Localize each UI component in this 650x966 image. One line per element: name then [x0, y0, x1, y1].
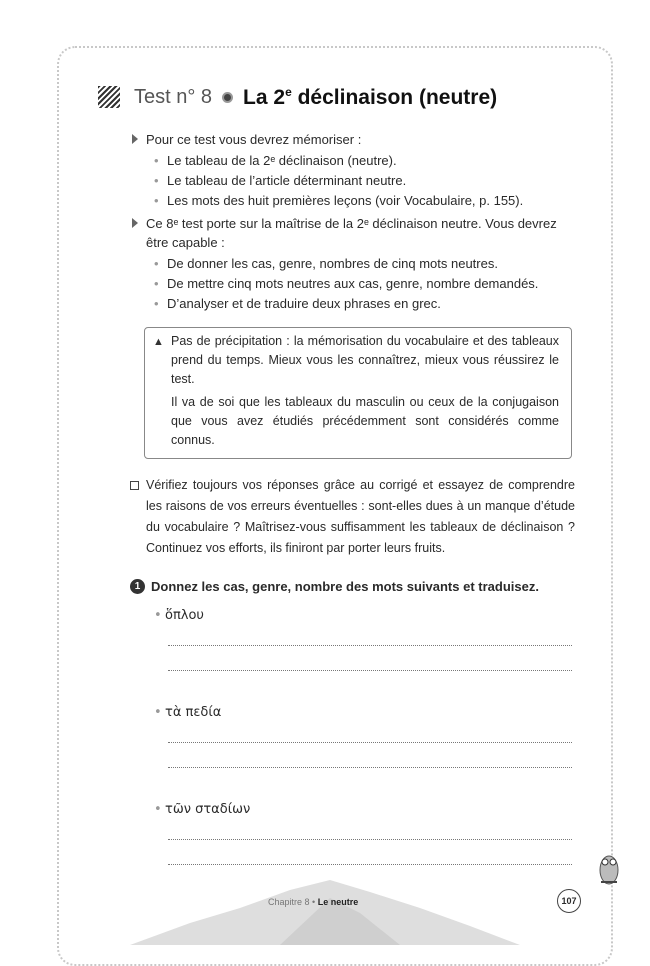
skills-lead: Ce 8ᵉ test porte sur la maîtrise de la 2ᵉ déclinaison neutre. Vous devrez être capable :	[146, 216, 557, 250]
answer-line[interactable]	[168, 819, 572, 840]
exercise-number-badge: 1	[130, 579, 145, 594]
answer-line[interactable]	[168, 646, 572, 671]
warning-icon: ▲	[153, 336, 164, 348]
intro-section	[130, 130, 575, 210]
answer-line[interactable]	[168, 743, 572, 768]
answer-line[interactable]	[168, 625, 572, 646]
greek-word: • ὅπλου	[154, 606, 575, 625]
page-number: 107	[557, 889, 581, 913]
exercise-heading	[130, 577, 575, 596]
bullet-circle-icon	[222, 92, 233, 103]
footer-chapter: Chapitre 8 • Le neutre	[268, 897, 359, 907]
triangle-bullet-icon	[132, 218, 138, 228]
page-title: La 2e déclinaison (neutre)	[243, 84, 498, 109]
exercise-instruction: Donnez les cas, genre, nombre des mots suivants et traduisez.	[151, 579, 539, 594]
list-item: • D’analyser et de traduire deux phrases en grec.	[154, 294, 575, 313]
warning-paragraph: Il va de soi que les tableaux du masculin ou ceux de la conjugaison que vous avez étudiés précédemment sont considérés comme connus.	[171, 395, 559, 447]
test-header	[98, 82, 497, 112]
mountain-illustration	[130, 878, 520, 945]
test-label: Test n° 8	[134, 85, 213, 108]
checkbox-icon	[130, 481, 139, 490]
answer-line[interactable]	[168, 722, 572, 743]
answer-line[interactable]	[168, 840, 572, 865]
skills-list	[146, 254, 575, 313]
warning-paragraph: Pas de précipitation : la mémorisation du vocabulaire et des tableaux prend du temps. Mieux vous les connaîtrez, mieux vous réussirez le test.	[171, 334, 559, 386]
advice-text: Vérifiez toujours vos réponses grâce au corrigé et essayez de comprendre les raisons de vos erreurs éventuelles : sont-elles dues à un manque d’étude du vocabulaire ? Maîtrisez-vous suffisamment les tableaux de déclinaison ? Continuez vos efforts, ils finiront par porter leurs fruits.	[146, 478, 575, 555]
hatch-icon	[98, 86, 120, 108]
greek-word: • τῶν σταδίων	[154, 800, 575, 819]
skills-section	[130, 214, 575, 313]
intro-lead: Pour ce test vous devrez mémoriser :	[146, 132, 362, 147]
owl-icon	[595, 848, 623, 888]
greek-word: • τὰ πεδία	[154, 703, 575, 722]
triangle-bullet-icon	[132, 134, 138, 144]
intro-list	[146, 151, 575, 210]
main-content	[130, 130, 575, 865]
warning-box	[144, 327, 572, 459]
list-item: • De donner les cas, genre, nombres de cinq mots neutres.	[154, 254, 575, 273]
list-item: • De mettre cinq mots neutres aux cas, genre, nombre demandés.	[154, 274, 575, 293]
list-item: • Le tableau de l’article déterminant neutre.	[154, 171, 575, 190]
list-item: • Les mots des huit premières leçons (voir Vocabulaire, p. 155).	[154, 191, 575, 210]
list-item: • Le tableau de la 2ᵉ déclinaison (neutre).	[154, 151, 575, 170]
advice-section	[130, 475, 575, 559]
